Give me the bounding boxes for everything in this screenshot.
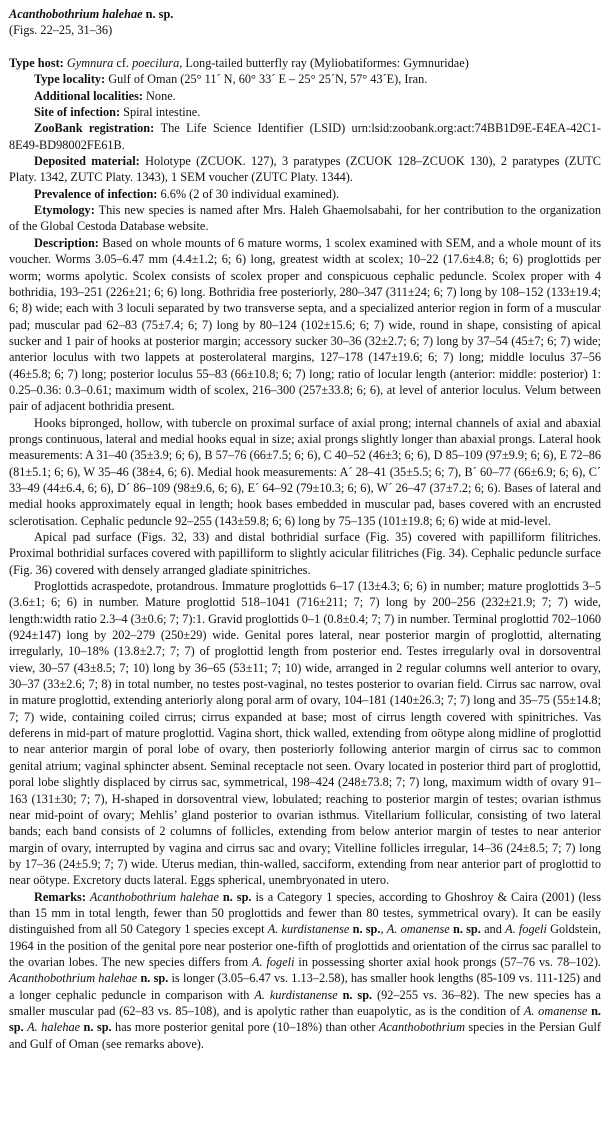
bold-text: n. sp. bbox=[337, 987, 373, 1002]
italic-text: A. halehae bbox=[27, 1020, 81, 1035]
text: Apical pad surface (Figs. 32, 33) and distal bothridial surface (Fig. 35) covered with papilliform filitriches. Proximal bothridial surfaces covered with papilliform to slightly acicular filitriches (Fig. 34). Cephalic peduncle surface (Fig. 36) covered with densely arranged gladiate spinitriches. bbox=[9, 530, 601, 577]
bold-text: Site of infection: bbox=[34, 105, 124, 120]
italic-text: Acanthobothrium halehae bbox=[89, 889, 219, 904]
italic-text: A. kurdistanense bbox=[254, 987, 338, 1002]
bold-text: Type locality: bbox=[34, 72, 109, 87]
bold-text: n. sp. bbox=[449, 922, 481, 937]
italic-text: Gymnura bbox=[66, 56, 114, 71]
species-description-document bbox=[9, 6, 601, 1052]
paragraph bbox=[9, 55, 601, 71]
text: species in the Persian Gulf and Gulf of Oman (see remarks above). bbox=[9, 1020, 601, 1051]
italic-text: Acanthobothrium halehae bbox=[9, 971, 138, 986]
text: Hooks bipronged, hollow, with tubercle on proximal surface of axial prong; internal channels of axial and abaxial prongs continuous, lateral and medial hooks equal in size; axial prongs slightly longer than abaxial prongs. Lateral hook measurements: A 31–40 (35±3.9; 6; 6), B 57–76 (66±7.5; 6; 6), C 40–52 (46±3; 6; 6), D 85–109 (97±9.9; 6; 6), E 72–86 (81±5.1; 6; 6), W 35–46 (38±4, 6; 6). Medial hook measurements: A´ 28–41 (35±5.5; 6; 7), B´ 60–77 (66±6.9; 6; 6), C´ 33–49 (44±6.4, 6; 6), D´ 86–109 (98±9.6, 6; 6), E´ 64–92 (79±10.3; 6; 6), W´ 26–47 (37±7.2; 6; 6). Bases of lateral and medial hooks approximately equal in length; hook bases embedded in muscular pad, bases covered with an encrusted sclerotisation. Cephalic peduncle 92–255 (143±59.8; 6; 6) long by 75–135 (101±19.8; 6; 6) wide at mid-level. bbox=[9, 415, 601, 528]
text: has more posterior genital pore (10–18%) than other bbox=[111, 1020, 379, 1035]
bold-text: Prevalence of infection: bbox=[34, 186, 161, 201]
new-species-marker: n. sp. bbox=[142, 7, 174, 21]
bold-text: n. sp. bbox=[137, 971, 169, 986]
paragraph bbox=[9, 415, 601, 529]
paragraph bbox=[9, 529, 601, 578]
text: Based on whole mounts of 6 mature worms, 1 scolex examined with SEM, and a whole mount of its voucher. Worms 3.05–6.47 mm (4.4±1.2; 6; 6) long, greatest width at scolex; 10–22 (17.6±4.8; 6; 6) proglottids per worm; worms apolytic. Scolex consists of scolex proper and conspicuous cephalic peduncle. Scolex proper with 4 bothridia, 193–251 (226±21; 6; 6) long. Bothridia free posteriorly, 280–347 (311±24; 6; 7) long by 108–152 (133±19.4; 6; 8) wide; each with 3 loculi separated by two transverse septa, and a specialized anterior region in form of a muscular pad; muscular pad 62–83 (75±7.4; 6; 7) long by 80–124 (102±15.6; 6; 7) wide, round in shape, consisting of apical sucker and 1 pair of hooks at posterior margin; accessory sucker 30–36 (32±2.7; 6; 7) long by 37–54 (45±7; 6; 7) wide; anterior loculus with two lappets at posterolateral margins, 127–178 (147±19.6; 6; 7) long; middle loculus 37–56 (46±5.8; 6; 7) long; posterior loculus 55–83 (66±10.8; 6; 7) long; ratio of locular length (anterior: middle: posterior) 1: 0.25–0.36: 0.3–0.61; maximum width of scolex, 216–300 (257±33.8; 6; 6), at level of anterior loculus. Velum between pair of adjacent bothridia present. bbox=[9, 235, 601, 414]
text: Spiral intestine. bbox=[123, 105, 201, 120]
species-heading bbox=[9, 6, 601, 22]
text: (92–255 vs. 36–82). The new species has a smaller muscular pad (62–83 vs. 85–108), and is apolytic rather than euapolytic, as is the condition of bbox=[9, 987, 601, 1018]
bold-text: Description: bbox=[34, 235, 103, 250]
bold-text: Additional localities: bbox=[34, 88, 147, 103]
bold-text: ZooBank registration: bbox=[34, 121, 161, 136]
italic-text: A. fogeli bbox=[505, 922, 547, 937]
spacer bbox=[9, 39, 601, 55]
bold-text: n. sp. bbox=[80, 1020, 112, 1035]
paragraph bbox=[9, 202, 601, 235]
italic-text: A. omanense bbox=[523, 1003, 588, 1018]
italic-text: A. omanense bbox=[386, 922, 450, 937]
text: in possessing shorter axial hook prongs (57–76 vs. 78–102). bbox=[294, 954, 601, 969]
paragraph bbox=[9, 71, 601, 87]
text: 6.6% (2 of 30 individual examined). bbox=[160, 186, 340, 201]
bold-text: n. sp. bbox=[218, 889, 252, 904]
paragraph bbox=[9, 153, 601, 186]
figure-reference: (Figs. 22–25, 31–36) bbox=[9, 23, 113, 38]
italic-text: Acanthobothrium bbox=[378, 1020, 465, 1035]
paragraph bbox=[9, 186, 601, 202]
text: Holotype (ZCUOK. 127), 3 paratypes (ZCUOK 128–ZCUOK 130), 2 paratypes (ZUTC Platy. 1342, ZUTC Platy. 1343), 1 SEM voucher (ZUTC Platy. 1344). bbox=[9, 154, 601, 185]
paragraph bbox=[9, 578, 601, 889]
text: Gulf of Oman (25° 11´ N, 60° 33´ E – 25° 25´N, 57° 43´E), Iran. bbox=[108, 72, 428, 87]
bold-text: Remarks: bbox=[34, 889, 90, 904]
paragraph bbox=[9, 889, 601, 1052]
italic-text: A. kurdistanense bbox=[267, 922, 350, 937]
text: None. bbox=[146, 88, 176, 103]
text: and bbox=[480, 922, 506, 937]
text: Proglottids acraspedote, protandrous. Immature proglottids 6–17 (13±4.3; 6; 6) in number; mature proglottids 3–5 (3.6±1; 6; 6) in number. Mature proglottid 518–1041 (716±211; 7; 7) long by 200–256 (232±21.9; 7; 7) wide, length:width ratio 2.3–4 (3±0.6; 7; 7):1. Gravid proglottids 0–1 (0.8±0.4; 7; 7) in number. Terminal proglottid 702–1060 (924±147) long by 202–279 (250±29) wide. Genital pores lateral, near posterior margin of proglottid, alternating irregularly, 10–18% (13.8±2.7; 7; 7) of proglottid length from posterior end. Testes irregularly oval in dorsoventral view, 30–57 (43±8.5; 7; 10) long by 36–65 (53±11; 7; 10) wide, arranged in 2 regular columns well anterior to ovary, 30–37 (33±2.6; 7; 8) in total number, no testes post-vaginal, no testes posterior to ovarian field. Cirrus sac narrow, oval in mature proglottid, extending anteriorly along poral arm of ovary, 104–181 (140±26.3; 7; 7) long and 35–75 (55±14.8; 7; 7) wide, containing coiled cirrus; cirrus expanded at base; most of cirrus length covered with spinitriches. Vas deferens in mid-part of mature proglottid. Vagina short, thick walled, extending from oötype along midline of proglottid to near anterior margin of poral lobe of ovary, then posteriorly following anterior margin of cirrus sac to common genital atrium; vaginal sphincter absent. Seminal receptacle not seen. Ovary located in posterior third part of proglottid, poral lobe slightly displaced by cirrus sac, symmetrical, 198–424 (248±73.8; 7; 7) long, maximum width of ovary 91–163 (131±30; 7; 7), H-shaped in dorsoventral view, lobulated; reaching to posterior margin of testes; ovarian isthmus near mid-point of ovary; Mehlis’ gland posterior to ovarian isthmus. Vitellarium follicular, consisting of two lateral bands; each band consists of 2 columns of follicles, extending from below anterior margin of testes to near anterior margin of ovary, interrupted by vagina and cirrus sac and ovary; Vitelline follicles irregular, 14–36 (24±8.5; 7; 7) long by 17–36 (24±5.9; 7; 7) wide. Uterus median, thin-walled, sacciform, extending from near anterior part of proglottid to near oötype. Excretory ducts lateral. Eggs spherical, unembryonated in utero. bbox=[9, 579, 601, 888]
text: is longer (3.05–6.47 vs. 1.13–2.58), has smaller hook lengths (85-109 vs. 111-125) and a longer cephalic peduncle in comparison with bbox=[9, 971, 602, 1002]
bold-text: Type host: bbox=[9, 56, 67, 71]
bold-text: n. sp. bbox=[9, 1003, 601, 1035]
bold-text: Deposited material: bbox=[34, 154, 146, 169]
paragraph bbox=[9, 104, 601, 120]
text: , Long-tailed butterfly ray (Myliobatiformes: Gymnuridae) bbox=[179, 56, 469, 71]
text: is a Category 1 species, according to Ghoshroy & Caira (2001) (less than 15 mm in total length, fewer than 50 proglottids and fewer than 80 testes, symmetrical ovary). It can be easily distinguished from all 50 Category 1 species except bbox=[9, 889, 601, 937]
paragraph bbox=[9, 235, 601, 415]
species-name: Acanthobothrium halehae bbox=[9, 7, 143, 21]
bold-text: Etymology: bbox=[34, 203, 99, 218]
description-body bbox=[9, 55, 601, 1052]
paragraph bbox=[9, 120, 601, 153]
bold-text: n. sp. bbox=[349, 922, 381, 937]
paragraph bbox=[9, 88, 601, 104]
italic-text: poecilura bbox=[132, 56, 180, 71]
text: The Life Science Identifier (LSID) urn:lsid:zoobank.org:act:74BB1D9E-E4EA-42C1-8E49-BD98002FE61B. bbox=[9, 121, 601, 152]
text: This new species is named after Mrs. Haleh Ghaemolsabahi, for her contribution to the organization of the Global Cestoda Database website. bbox=[9, 203, 601, 234]
text: , bbox=[380, 922, 387, 937]
text: cf. bbox=[113, 56, 133, 71]
text: Goldstein, 1964 in the position of the genital pore near posterior one-fifth of proglottids and orientation of the cirrus sac parallel to the ovarian lobes. The new species differs from bbox=[9, 922, 602, 969]
italic-text: A. fogeli bbox=[251, 954, 295, 969]
